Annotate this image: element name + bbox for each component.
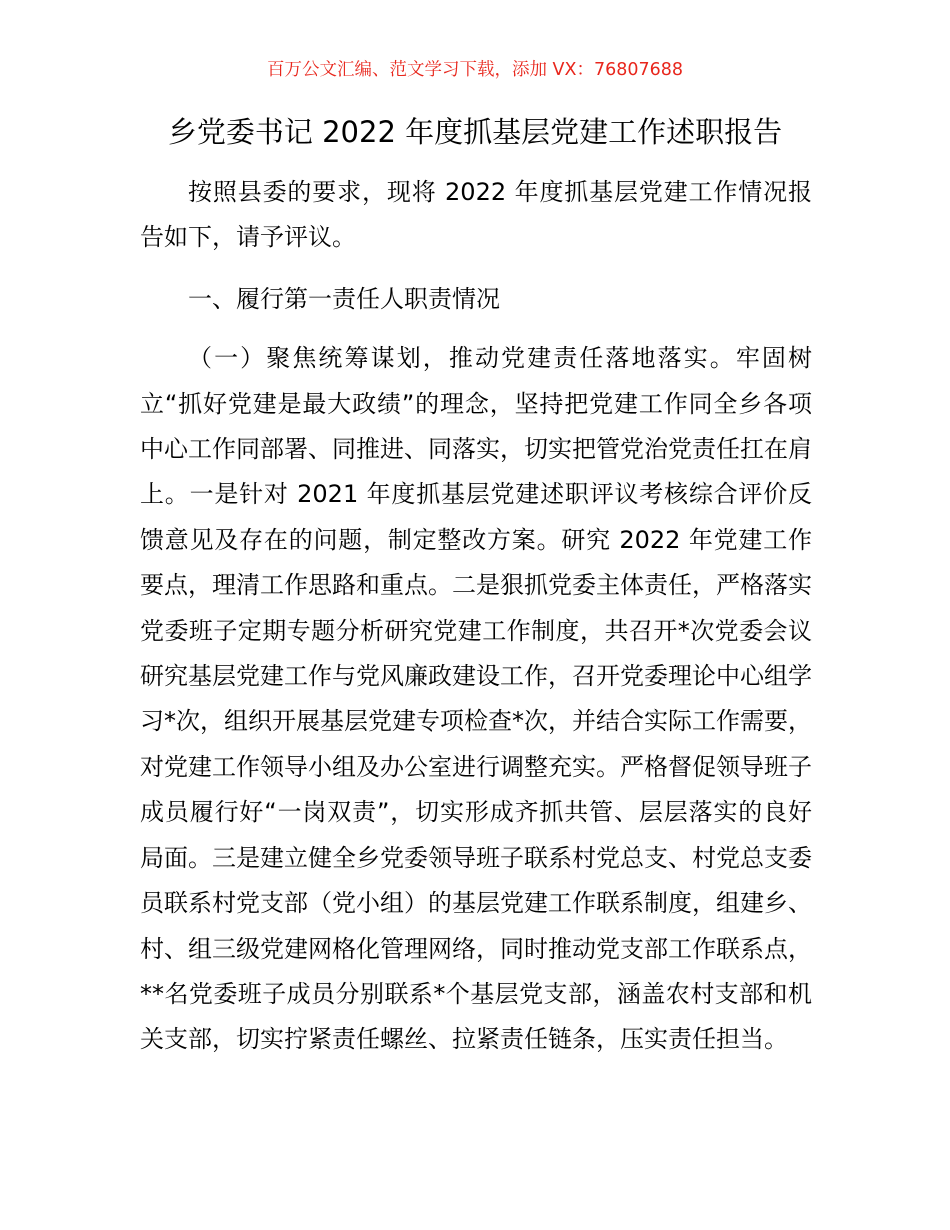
- section-heading: 一、履行第一责任人职责情况: [188, 284, 500, 313]
- document-body: [140, 170, 812, 1063]
- watermark-header: 百万公文汇编、范文学习下载，添加 VX：76807688: [266, 60, 684, 80]
- intro-paragraph: 按照县委的要求，现将 2022 年度抓基层党建工作情况报告如下，请予评议。: [140, 178, 812, 252]
- document-title: 乡党委书记 2022 年度抓基层党建工作述职报告: [167, 115, 783, 149]
- body-paragraph: （一）聚焦统筹谋划，推动党建责任落地落实。牢固树立“抓好党建是最大政绩”的理念，坚持把党建工作同全乡各项中心工作同部署、同推进、同落实，切实把管党治党责任扛在肩上。一是针对 2021 年度抓基层党建述职评议考核综合评价反馈意见及存在的问题，制定整改方案。研究 2022 年党建工作要点，理清工作思路和重点。二是狠抓党委主体责任，严格落实党委班子定期专题分析研究党建工作制度，共召开*次党委会议研究基层党建工作与党风廉政建设工作，召开党委理论中心组学习*次，组织开展基层党建专项检查*次，并结合实际工作需要，对党建工作领导小组及办公室进行调整充实。严格督促领导班子成员履行好“一岗双责”，切实形成齐抓共管、层层落实的良好局面。三是建立健全乡党委领导班子联系村党总支、村党总支委员联系村党支部（党小组）的基层党建工作联系制度，组建乡、村、组三级党建网格化管理网络，同时推动党支部工作联系点，**名党委班子成员分别联系*个基层党支部，涵盖农村支部和机关支部，切实拧紧责任螺丝、拉紧责任链条，压实责任担当。: [140, 344, 812, 1054]
